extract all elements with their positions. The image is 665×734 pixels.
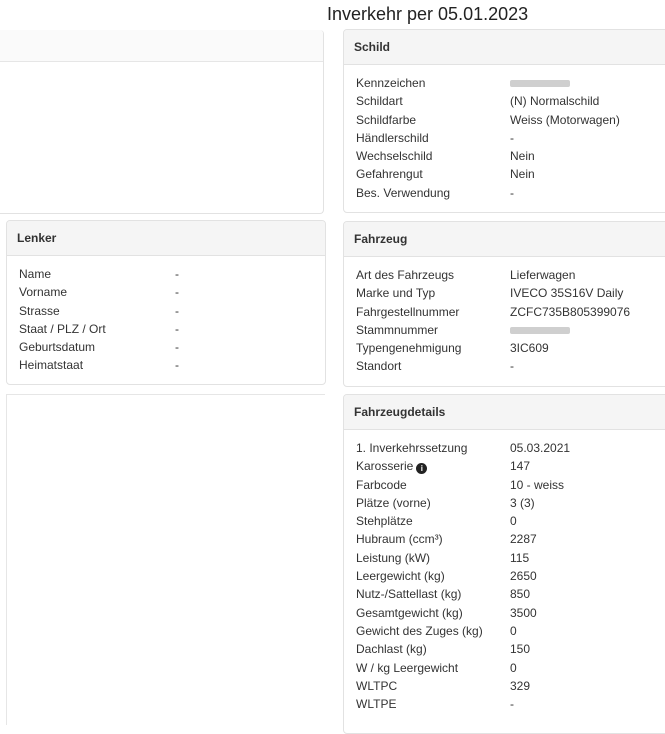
detail-row (356, 129, 665, 147)
left-border (6, 395, 7, 725)
detail-label: Hubraum (ccm³) (356, 532, 443, 547)
detail-row (356, 165, 665, 183)
left-divider (6, 394, 325, 395)
detail-row (356, 321, 665, 339)
detail-value: - (510, 130, 514, 145)
detail-row (19, 338, 325, 356)
fahrzeugdetails-header: Fahrzeugdetails (344, 395, 665, 430)
detail-label: Standort (356, 359, 402, 374)
detail-value: IVECO 35S16V Daily (510, 286, 624, 301)
detail-value: 150 (510, 642, 531, 657)
detail-row (356, 357, 665, 375)
detail-value: - (175, 321, 179, 336)
detail-label: Leistung (kW) (356, 550, 431, 565)
detail-value: - (510, 697, 514, 712)
detail-value: 3 (3) (510, 495, 535, 510)
detail-label: Stehplätze (356, 514, 413, 529)
detail-label: Name (19, 267, 52, 281)
detail-row (356, 567, 665, 585)
detail-value (510, 321, 570, 339)
detail-row (356, 184, 665, 202)
left-top-panel (0, 30, 324, 214)
detail-label: Gefahrengut (356, 167, 423, 182)
detail-label: Staat / PLZ / Ort (19, 321, 106, 336)
detail-label: WLTPC (356, 678, 398, 693)
detail-row (356, 92, 665, 110)
detail-value: Nein (510, 149, 535, 164)
fahrzeug-panel (343, 221, 665, 387)
detail-row (356, 530, 665, 548)
detail-value: - (175, 358, 179, 373)
detail-label: Schildart (356, 94, 403, 109)
page-title: Inverkehr per 05.01.2023 (327, 4, 529, 24)
detail-row (356, 677, 665, 695)
detail-row (356, 476, 665, 494)
detail-value (510, 74, 570, 92)
detail-label: W / kg Leergewicht (356, 660, 459, 675)
detail-row (356, 585, 665, 603)
detail-value: 147 (510, 459, 531, 474)
lenker-rows (7, 256, 325, 375)
detail-row (356, 659, 665, 677)
detail-label: Nutz-/Sattellast (kg) (356, 587, 462, 602)
detail-label: Marke und Typ (356, 286, 436, 301)
detail-value: 05.03.2021 (510, 441, 571, 455)
schild-panel (343, 29, 665, 213)
detail-row (356, 604, 665, 622)
detail-label: Gesamtgewicht (kg) (356, 605, 463, 620)
detail-label: Farbcode (356, 477, 407, 492)
detail-value: - (175, 340, 179, 355)
detail-label: Typengenehmigung (356, 341, 462, 356)
detail-row (19, 265, 325, 283)
fahrzeugdetails-rows (344, 430, 665, 713)
detail-value: 2287 (510, 532, 537, 547)
detail-row (356, 284, 665, 302)
detail-value: 10 - weiss (510, 477, 565, 492)
lenker-panel (6, 220, 326, 385)
redacted-value (510, 327, 570, 334)
detail-label: Wechselschild (356, 149, 433, 164)
detail-row (356, 622, 665, 640)
fahrzeug-header: Fahrzeug (344, 222, 665, 257)
detail-value: Nein (510, 167, 535, 182)
detail-row (356, 339, 665, 357)
detail-label: Gewicht des Zuges (kg) (356, 623, 483, 638)
detail-label: Vorname (19, 285, 68, 300)
detail-row (356, 111, 665, 129)
detail-value: - (175, 285, 179, 300)
detail-value: 3500 (510, 605, 537, 620)
detail-row (356, 266, 665, 284)
detail-label: Bes. Verwendung (356, 185, 451, 200)
detail-label: Leergewicht (kg) (356, 569, 445, 584)
detail-label: Händlerschild (356, 130, 429, 145)
detail-row (356, 549, 665, 567)
detail-value: 2650 (510, 569, 537, 584)
detail-row (356, 439, 665, 457)
fahrzeugdetails-panel (343, 394, 665, 734)
detail-value: 0 (510, 623, 517, 638)
detail-row (356, 494, 665, 512)
detail-row (19, 302, 325, 320)
schild-header: Schild (344, 30, 665, 65)
detail-label: 1. Inverkehrssetzung (356, 441, 468, 455)
detail-value: 3IC609 (510, 341, 549, 356)
detail-value: - (510, 359, 514, 374)
detail-row (356, 512, 665, 530)
detail-value: - (175, 267, 179, 281)
detail-label: Art des Fahrzeugs (356, 268, 455, 282)
detail-value: - (510, 185, 514, 200)
detail-value: 0 (510, 660, 517, 675)
detail-row (356, 695, 665, 713)
detail-value: 115 (510, 550, 530, 565)
detail-label: Geburtsdatum (19, 340, 96, 355)
detail-row (356, 457, 665, 475)
detail-value: (N) Normalschild (510, 94, 600, 109)
detail-label: Fahrgestellnummer (356, 304, 460, 319)
detail-row (19, 356, 325, 374)
detail-label: Plätze (vorne) (356, 495, 431, 510)
detail-label: Kennzeichen (356, 76, 426, 90)
detail-label: Strasse (19, 303, 60, 318)
detail-row (19, 283, 325, 301)
detail-row (19, 320, 325, 338)
detail-value: ZCFC735B805399076 (510, 304, 631, 319)
detail-row (356, 147, 665, 165)
detail-label: Schildfarbe (356, 112, 417, 127)
left-top-panel-header (0, 30, 323, 62)
detail-value: Weiss (Motorwagen) (510, 112, 620, 127)
detail-value: - (175, 303, 179, 318)
detail-value: 0 (510, 514, 517, 529)
detail-value: 329 (510, 678, 531, 693)
detail-label: WLTPE (356, 697, 397, 712)
detail-label: Stammnummer (356, 322, 439, 337)
lenker-header: Lenker (7, 221, 325, 256)
redacted-value (510, 80, 570, 87)
schild-rows (344, 65, 665, 202)
detail-row (356, 303, 665, 321)
fahrzeug-rows (344, 257, 665, 376)
detail-label: Dachlast (kg) (356, 642, 427, 657)
detail-value: 850 (510, 587, 531, 602)
detail-label: Heimatstaat (19, 358, 84, 373)
info-circle-icon[interactable]: i (416, 463, 427, 474)
detail-row (356, 74, 665, 92)
detail-value: Lieferwagen (510, 268, 576, 282)
detail-label: Karosserie (356, 459, 414, 474)
detail-row (356, 640, 665, 658)
